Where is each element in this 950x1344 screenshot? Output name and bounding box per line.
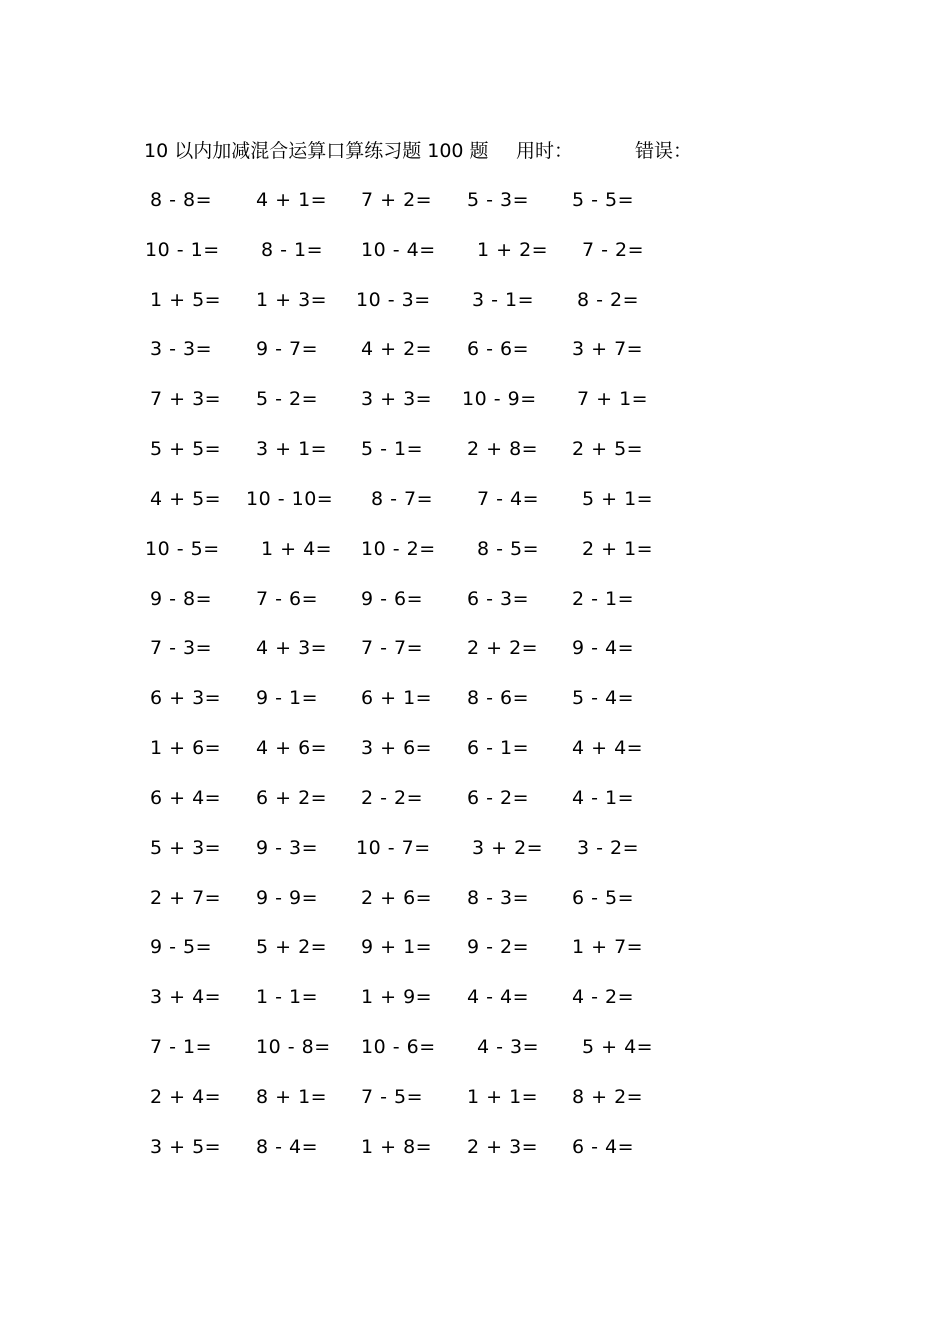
arithmetic-problem: 1 + 3= [256, 288, 328, 311]
problem-row [145, 980, 675, 1030]
arithmetic-problem: 6 + 1= [361, 687, 433, 710]
arithmetic-problem: 5 - 1= [361, 438, 424, 461]
arithmetic-problem: 7 + 1= [577, 388, 649, 411]
arithmetic-problem: 8 - 7= [371, 487, 434, 510]
arithmetic-problem: 3 + 6= [361, 737, 433, 760]
problem-row [145, 1030, 675, 1080]
arithmetic-problem: 4 + 5= [150, 487, 222, 510]
problem-row [145, 881, 675, 931]
arithmetic-problem: 3 + 4= [150, 986, 222, 1009]
problem-grid [145, 183, 675, 1180]
arithmetic-problem: 3 - 2= [577, 836, 640, 859]
arithmetic-problem: 7 - 2= [582, 238, 645, 261]
arithmetic-problem: 2 + 1= [582, 537, 654, 560]
problem-row [145, 233, 675, 283]
arithmetic-problem: 2 + 5= [572, 438, 644, 461]
arithmetic-problem: 8 + 2= [572, 1085, 644, 1108]
arithmetic-problem: 6 - 3= [467, 587, 530, 610]
arithmetic-problem: 5 - 4= [572, 687, 635, 710]
arithmetic-problem: 2 - 1= [572, 587, 635, 610]
problem-row [145, 731, 675, 781]
arithmetic-problem: 10 - 3= [356, 288, 431, 311]
worksheet-header [144, 136, 764, 166]
arithmetic-problem: 7 - 7= [361, 637, 424, 660]
arithmetic-problem: 1 + 4= [261, 537, 333, 560]
arithmetic-problem: 2 + 7= [150, 886, 222, 909]
problem-row [145, 332, 675, 382]
problem-row [145, 930, 675, 980]
arithmetic-problem: 4 + 6= [256, 737, 328, 760]
problem-row [145, 482, 675, 532]
arithmetic-problem: 3 + 3= [361, 388, 433, 411]
arithmetic-problem: 4 + 4= [572, 737, 644, 760]
arithmetic-problem: 10 - 4= [361, 238, 436, 261]
arithmetic-problem: 5 - 3= [467, 189, 530, 211]
arithmetic-problem: 8 - 6= [467, 687, 530, 710]
problem-row [145, 432, 675, 482]
arithmetic-problem: 3 + 1= [256, 438, 328, 461]
arithmetic-problem: 10 - 8= [256, 1036, 331, 1059]
arithmetic-problem: 3 + 5= [150, 1135, 222, 1158]
arithmetic-problem: 9 - 4= [572, 637, 635, 660]
worksheet-title: 10 以内加减混合运算口算练习题 100 题 [144, 140, 489, 162]
arithmetic-problem: 5 - 5= [572, 189, 635, 211]
arithmetic-problem: 1 + 1= [467, 1085, 539, 1108]
errors-label: 错误： [635, 140, 693, 162]
problem-row [145, 283, 675, 333]
arithmetic-problem: 10 - 9= [462, 388, 537, 411]
arithmetic-problem: 7 - 1= [150, 1036, 213, 1059]
arithmetic-problem: 9 + 1= [361, 936, 433, 959]
problem-row [145, 532, 675, 582]
arithmetic-problem: 6 - 4= [572, 1135, 635, 1158]
arithmetic-problem: 10 - 7= [356, 836, 431, 859]
arithmetic-problem: 7 + 2= [361, 189, 433, 211]
arithmetic-problem: 8 - 3= [467, 886, 530, 909]
arithmetic-problem: 1 + 6= [150, 737, 222, 760]
arithmetic-problem: 9 - 6= [361, 587, 424, 610]
arithmetic-problem: 6 - 1= [467, 737, 530, 760]
arithmetic-problem: 6 + 3= [150, 687, 222, 710]
arithmetic-problem: 10 - 1= [145, 238, 220, 261]
arithmetic-problem: 7 - 4= [477, 487, 540, 510]
arithmetic-problem: 3 + 7= [572, 338, 644, 361]
arithmetic-problem: 5 - 2= [256, 388, 319, 411]
arithmetic-problem: 9 - 8= [150, 587, 213, 610]
arithmetic-problem: 10 - 2= [361, 537, 436, 560]
arithmetic-problem: 4 - 4= [467, 986, 530, 1009]
problem-row [145, 382, 675, 432]
arithmetic-problem: 3 + 2= [472, 836, 544, 859]
arithmetic-problem: 6 - 5= [572, 886, 635, 909]
arithmetic-problem: 8 - 2= [577, 288, 640, 311]
problem-row [145, 631, 675, 681]
problem-row [145, 582, 675, 632]
arithmetic-problem: 4 - 1= [572, 786, 635, 809]
arithmetic-problem: 1 - 1= [256, 986, 319, 1009]
arithmetic-problem: 7 - 3= [150, 637, 213, 660]
arithmetic-problem: 3 - 3= [150, 338, 213, 361]
arithmetic-problem: 9 - 9= [256, 886, 319, 909]
arithmetic-problem: 8 - 1= [261, 238, 324, 261]
arithmetic-problem: 2 + 4= [150, 1085, 222, 1108]
arithmetic-problem: 1 + 2= [477, 238, 549, 261]
arithmetic-problem: 9 - 3= [256, 836, 319, 859]
problem-row [145, 831, 675, 881]
arithmetic-problem: 8 - 8= [150, 189, 213, 211]
arithmetic-problem: 1 + 7= [572, 936, 644, 959]
arithmetic-problem: 9 - 1= [256, 687, 319, 710]
arithmetic-problem: 5 + 2= [256, 936, 328, 959]
problem-row [145, 183, 675, 233]
arithmetic-problem: 8 - 5= [477, 537, 540, 560]
arithmetic-problem: 9 - 5= [150, 936, 213, 959]
arithmetic-problem: 4 + 1= [256, 189, 328, 211]
arithmetic-problem: 4 + 2= [361, 338, 433, 361]
arithmetic-problem: 7 - 5= [361, 1085, 424, 1108]
arithmetic-problem: 6 + 4= [150, 786, 222, 809]
arithmetic-problem: 5 + 5= [150, 438, 222, 461]
arithmetic-problem: 3 - 1= [472, 288, 535, 311]
arithmetic-problem: 1 + 5= [150, 288, 222, 311]
time-used-label: 用时： [516, 140, 574, 162]
arithmetic-problem: 7 - 6= [256, 587, 319, 610]
arithmetic-problem: 2 + 3= [467, 1135, 539, 1158]
arithmetic-problem: 6 - 6= [467, 338, 530, 361]
arithmetic-problem: 2 + 8= [467, 438, 539, 461]
problem-row [145, 781, 675, 831]
arithmetic-problem: 4 - 2= [572, 986, 635, 1009]
arithmetic-problem: 6 - 2= [467, 786, 530, 809]
arithmetic-problem: 9 - 7= [256, 338, 319, 361]
arithmetic-problem: 7 + 3= [150, 388, 222, 411]
arithmetic-problem: 6 + 2= [256, 786, 328, 809]
arithmetic-problem: 5 + 3= [150, 836, 222, 859]
arithmetic-problem: 4 - 3= [477, 1036, 540, 1059]
arithmetic-problem: 8 + 1= [256, 1085, 328, 1108]
arithmetic-problem: 2 + 6= [361, 886, 433, 909]
arithmetic-problem: 10 - 6= [361, 1036, 436, 1059]
arithmetic-problem: 9 - 2= [467, 936, 530, 959]
arithmetic-problem: 2 + 2= [467, 637, 539, 660]
problem-row [145, 681, 675, 731]
arithmetic-problem: 5 + 1= [582, 487, 654, 510]
problem-row [145, 1080, 675, 1130]
arithmetic-problem: 10 - 10= [246, 487, 334, 510]
arithmetic-problem: 10 - 5= [145, 537, 220, 560]
arithmetic-problem: 4 + 3= [256, 637, 328, 660]
problem-row [145, 1130, 675, 1180]
arithmetic-problem: 1 + 9= [361, 986, 433, 1009]
arithmetic-problem: 8 - 4= [256, 1135, 319, 1158]
arithmetic-problem: 2 - 2= [361, 786, 424, 809]
arithmetic-problem: 1 + 8= [361, 1135, 433, 1158]
arithmetic-problem: 5 + 4= [582, 1036, 654, 1059]
